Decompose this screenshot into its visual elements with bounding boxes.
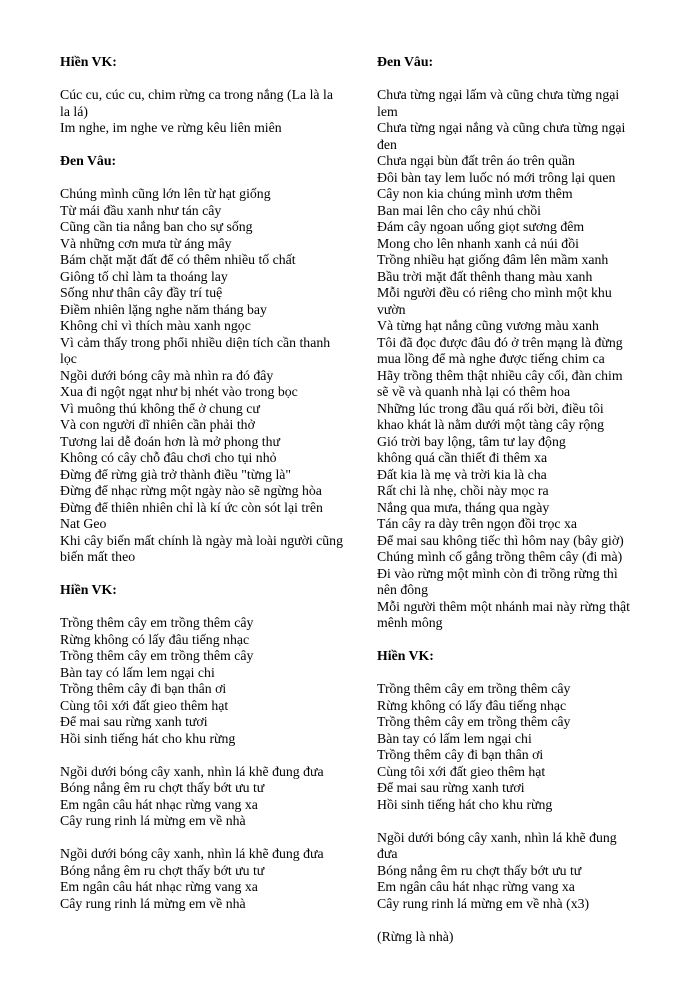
- lyric-line: Từ mái đầu xanh như tán cây: [60, 202, 222, 218]
- lyric-line: Cúc cu, cúc cu, chim rừng ca trong nắng (La là la: [60, 87, 333, 102]
- lyric-line: Cây rung rinh lá mừng em về nhà: [60, 895, 246, 911]
- lyric-line: Bàn tay có lấm lem ngại chi: [60, 664, 215, 680]
- lyric-line: Không chỉ vì thích màu xanh ngọc: [60, 318, 251, 333]
- lyric-line: Bầu trời mặt đất thênh thang màu xanh: [377, 268, 593, 284]
- stanza: [377, 830, 677, 913]
- lyric-line: Cùng tôi xới đất gieo thêm hạt: [60, 697, 229, 713]
- lyric-line: Mỗi người thêm một nhánh mai này rừng thật: [377, 598, 630, 614]
- stanza: [60, 87, 360, 137]
- speaker-heading: Hiền VK:: [377, 648, 434, 663]
- lyric-line: Chúng mình cố gắng trồng thêm cây (đi mà): [377, 549, 623, 564]
- stanza: [60, 846, 360, 912]
- lyrics-column-right: [377, 54, 677, 962]
- lyric-line: Cây rung rinh lá mừng em về nhà: [60, 813, 246, 828]
- lyric-line: Và những cơn mưa từ áng mây: [60, 235, 232, 251]
- lyric-line: Đôi bàn tay lem luốc nó mới trông lại quen: [377, 169, 616, 185]
- lyric-line: la lá): [60, 103, 88, 119]
- lyric-line: Trồng thêm cây em trồng thêm cây: [377, 681, 571, 696]
- lyric-line: Trồng thêm cây em trồng thêm cây: [377, 714, 571, 729]
- lyric-line: mua lồng để mà nghe được tiếng chim ca: [377, 351, 605, 366]
- lyric-line: Và từng hạt nắng cũng vương màu xanh: [377, 318, 599, 333]
- lyric-line: Đừng để nhạc rừng một ngày nào sẽ ngừng hòa: [60, 483, 322, 498]
- lyric-line: Vì muông thú không thể ở chung cư: [60, 400, 260, 416]
- lyric-line: Bóng nắng êm ru chợt thấy bớt ưu tư: [60, 780, 265, 795]
- lyric-line: Để mai sau rừng xanh tươi: [377, 780, 525, 795]
- lyric-line: Ngồi dưới bóng cây xanh, nhìn lá khẽ đung đưa: [60, 846, 324, 861]
- lyric-line: Tán cây ra dày trên ngọn đồi trọc xa: [377, 516, 577, 531]
- stanza: [60, 615, 360, 747]
- lyric-line: Trồng thêm cây đi bạn thân ơi: [60, 681, 227, 696]
- lyric-line: Bóng nắng êm ru chợt thấy bớt ưu tư: [377, 862, 582, 878]
- lyric-line: Để mai sau không tiếc thì hôm nay (bây giờ): [377, 532, 624, 548]
- speaker-heading: Đen Vâu:: [60, 153, 117, 168]
- lyric-line: lem: [377, 103, 398, 119]
- lyric-line: Bám chặt mặt đất để có thêm nhiều tố chất: [60, 252, 296, 267]
- lyric-line: Bóng nắng êm ru chợt thấy bớt ưu tư: [60, 862, 265, 878]
- lyric-line: Sống như thân cây đầy trí tuệ: [60, 285, 223, 300]
- lyric-line: Không có cây chỗ đâu chơi cho tụi nhỏ: [60, 450, 277, 465]
- lyric-line: biến mất theo: [60, 549, 136, 564]
- speaker-heading: Hiền VK:: [60, 54, 117, 69]
- lyric-line: Tương lai dễ đoán hơn là mở phong thư: [60, 433, 281, 449]
- lyric-line: Trồng nhiều hạt giống đâm lên mầm xanh: [377, 252, 609, 267]
- lyric-line: Xua đi ngột ngạt như bị nhét vào trong bọc: [60, 384, 298, 399]
- lyric-line: không quá cần thiết đi thêm xa: [377, 450, 548, 465]
- lyric-line: Điềm nhiên lặng nghe năm tháng bay: [60, 301, 267, 317]
- lyric-line: Những lúc trong đầu quá rối bời, điều tôi: [377, 400, 604, 416]
- lyric-line: Chưa ngại bùn đất trên áo trên quần: [377, 153, 575, 168]
- lyric-line: (Rừng là nhà): [377, 928, 454, 944]
- lyric-line: Trồng thêm cây em trồng thêm cây: [60, 615, 254, 630]
- lyric-line: Vì cảm thấy trong phổi nhiều diện tích cần thanh: [60, 334, 331, 350]
- lyric-line: Mỗi người đều có riêng cho mình một khu: [377, 285, 612, 300]
- lyric-line: Đừng để rừng già trở thành điều "từng là": [60, 466, 292, 482]
- lyric-line: Trồng thêm cây em trồng thêm cây: [60, 648, 254, 663]
- stanza: [60, 186, 360, 566]
- lyric-line: Mong cho lên nhanh xanh cả núi đồi: [377, 235, 579, 251]
- lyric-line: Cùng tôi xới đất gieo thêm hạt: [377, 763, 546, 779]
- speaker-heading: Hiền VK:: [60, 582, 117, 597]
- lyric-line: Nắng qua mưa, tháng qua ngày: [377, 499, 550, 515]
- lyric-line: Chúng mình cũng lớn lên từ hạt giống: [60, 186, 271, 201]
- lyric-line: Giông tố chỉ làm ta thoáng lay: [60, 268, 228, 284]
- lyric-line: Đừng để thiên nhiên chỉ là kí ức còn sót lại trên: [60, 499, 323, 515]
- lyric-line: Chưa từng ngại nắng và cũng chưa từng ngại: [377, 120, 626, 135]
- lyric-line: Rừng không có lấy đâu tiếng nhạc: [377, 697, 567, 713]
- lyric-line: nên đông: [377, 582, 428, 597]
- lyric-line: Đất kia là mẹ và trời kia là cha: [377, 466, 547, 482]
- stanza: [377, 87, 677, 632]
- lyric-line: Đám cây ngoan uống giọt sương đêm: [377, 219, 585, 234]
- lyric-line: Nat Geo: [60, 516, 107, 531]
- lyric-line: Hồi sinh tiếng hát cho khu rừng: [377, 796, 553, 812]
- lyric-line: Chưa từng ngại lấm và cũng chưa từng ngại: [377, 87, 620, 102]
- stanza: [377, 681, 677, 813]
- lyric-line: Em ngân câu hát nhạc rừng vang xa: [60, 879, 258, 894]
- lyric-line: đưa: [377, 846, 398, 861]
- lyric-line: Khi cây biến mất chính là ngày mà loài người cũng: [60, 532, 343, 548]
- lyric-line: khao khát là nằm dưới một tàng cây rộng: [377, 417, 605, 432]
- lyric-line: Ngồi dưới bóng cây xanh, nhìn lá khẽ đung đưa: [60, 763, 324, 779]
- lyric-line: Hồi sinh tiếng hát cho khu rừng: [60, 730, 236, 746]
- lyric-line: mênh mông: [377, 615, 443, 630]
- lyric-line: Rất chi là nhẹ, chồi này mọc ra: [377, 483, 549, 498]
- lyric-line: sẽ về và quanh nhà lại có thêm hoa: [377, 384, 571, 399]
- lyric-line: Im nghe, im nghe ve rừng kêu liên miên: [60, 120, 282, 135]
- lyric-line: vườn: [377, 301, 406, 317]
- lyric-line: Ban mai lên cho cây nhú chồi: [377, 202, 541, 218]
- lyric-line: Cây rung rinh lá mừng em về nhà (x3): [377, 895, 590, 911]
- lyric-line: Rừng không có lấy đâu tiếng nhạc: [60, 631, 250, 647]
- lyric-line: Em ngân câu hát nhạc rừng vang xa: [377, 879, 575, 894]
- lyric-line: Trồng thêm cây đi bạn thân ơi: [377, 747, 544, 762]
- lyric-line: Và con người dĩ nhiên cần phải thở: [60, 417, 255, 432]
- lyric-line: lọc: [60, 351, 77, 366]
- lyrics-column-left: [60, 54, 360, 929]
- lyric-line: Ngồi dưới bóng cây xanh, nhìn lá khẽ đung: [377, 829, 617, 845]
- speaker-heading: Đen Vâu:: [377, 54, 434, 69]
- lyric-line: đen: [377, 136, 397, 152]
- lyric-line: Đi vào rừng một mình còn đi trồng rừng thì: [377, 565, 618, 581]
- lyric-line: Cũng cần tia nắng ban cho sự sống: [60, 219, 253, 234]
- lyric-line: Để mai sau rừng xanh tươi: [60, 714, 208, 729]
- lyric-line: Gió trời bay lộng, tâm tư lay động: [377, 433, 566, 449]
- lyric-line: Ngồi dưới bóng cây mà nhìn ra đó đây: [60, 367, 274, 383]
- lyric-line: Hãy trồng thêm thật nhiều cây cối, đàn chim: [377, 367, 623, 383]
- stanza: [377, 929, 677, 946]
- stanza: [60, 764, 360, 830]
- lyric-line: Tôi đã đọc được đâu đó ở trên mạng là đừng: [377, 334, 623, 350]
- lyric-line: Bàn tay có lấm lem ngại chi: [377, 730, 532, 746]
- lyric-line: Em ngân câu hát nhạc rừng vang xa: [60, 796, 258, 812]
- lyric-line: Cây non kia chúng mình ươm thêm: [377, 186, 573, 201]
